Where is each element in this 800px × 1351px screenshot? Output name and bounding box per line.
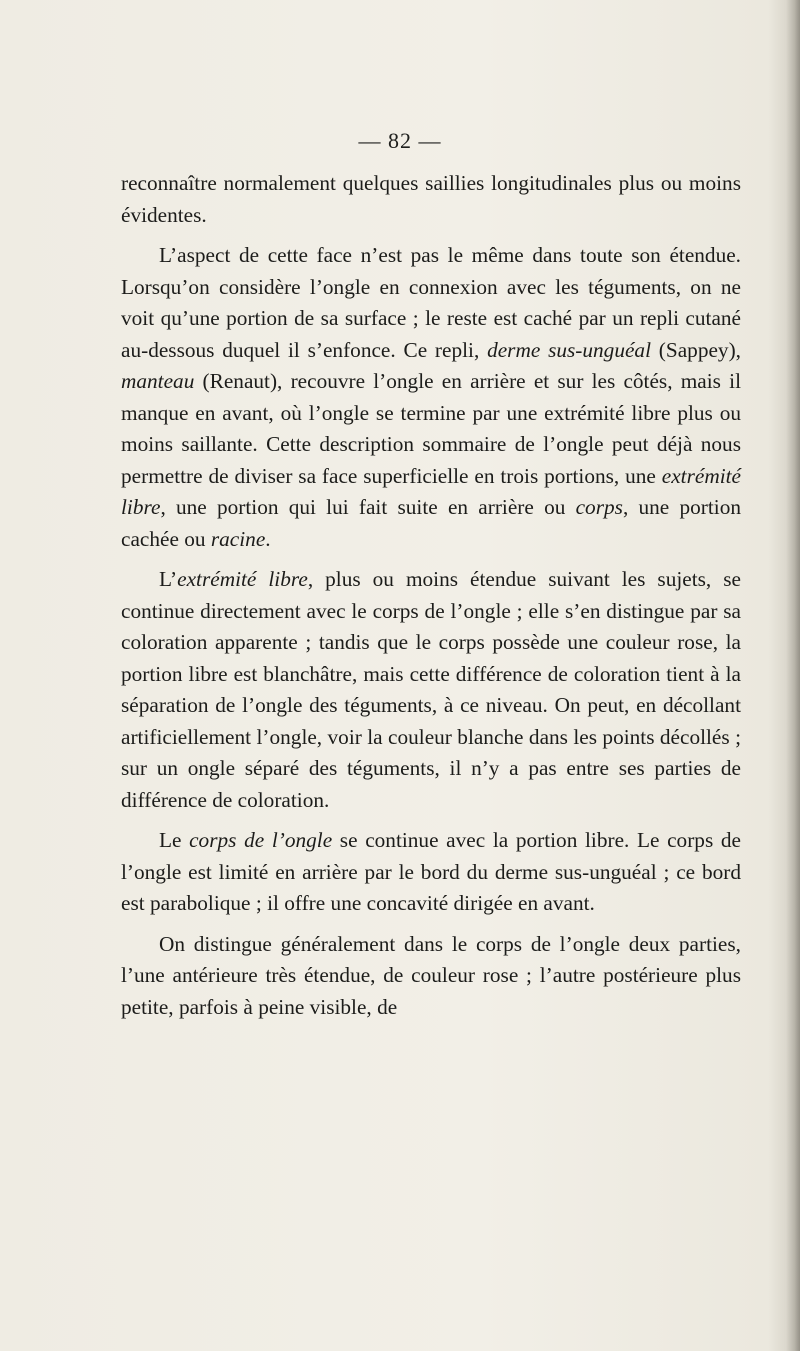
italic-term: manteau: [121, 369, 195, 393]
page-edge-shadow: [786, 0, 800, 1351]
body-text: [121, 168, 741, 1032]
italic-term: extrémité libre: [121, 463, 741, 519]
paragraph: L’extrémité libre, plus ou moins étendue suivant les sujets, se continue directement avec le corps de l’ongle ; elle s’en distingue par sa coloration apparente ; tandis que le corps possède une couleur rose, la portion libre est blanchâtre, mais cette différence de coloration tient à la séparation de l’ongle des téguments, à ce niveau. On peut, en décollant artificiellement l’ongle, voir la couleur blanche dans les points décollés ; sur un ongle séparé des téguments, il n’y a pas entre ses parties de différence de coloration.: [121, 567, 741, 812]
paragraph: Le corps de l’ongle se continue avec la portion libre. Le corps de l’ongle est limité en arrière par le bord du derme sus-unguéal ; ce bord est parabolique ; il offre une concavité dirigée en avant.: [121, 828, 741, 915]
paragraph: reconnaître normalement quelques saillies longitudinales plus ou moins évidentes.: [121, 171, 741, 227]
italic-term: derme sus-unguéal: [487, 337, 651, 362]
italic-term: extrémité libre: [177, 567, 308, 591]
italic-term: corps de l’ongle: [189, 828, 333, 852]
paragraph: L’aspect de cette face n’est pas le même dans toute son étendue. Lorsqu’on considère l’ongle en connexion avec les téguments, on ne voit qu’une portion de sa surface ; le reste est caché par un repli cutané au-dessous duquel il s’enfonce. Ce repli, derme sus-unguéal (Sappey), manteau (Renaut), recouvre l’ongle en arrière et sur les côtés, mais il manque en avant, où l’ongle se termine par une extrémité libre plus ou moins saillante. Cette description sommaire de l’ongle peut déjà nous permettre de diviser sa face superficielle en trois portions, une extrémité libre, une portion qui lui fait suite en arrière ou corps, une portion cachée ou racine.: [121, 243, 741, 551]
paragraph: On distingue généralement dans le corps de l’ongle deux parties, l’une antérieure très étendue, de couleur rose ; l’autre postérieure plus petite, parfois à peine visible, de: [121, 931, 741, 1019]
page-number: — 82 —: [358, 128, 442, 153]
italic-term: corps: [575, 495, 623, 519]
italic-term: racine: [210, 526, 266, 551]
